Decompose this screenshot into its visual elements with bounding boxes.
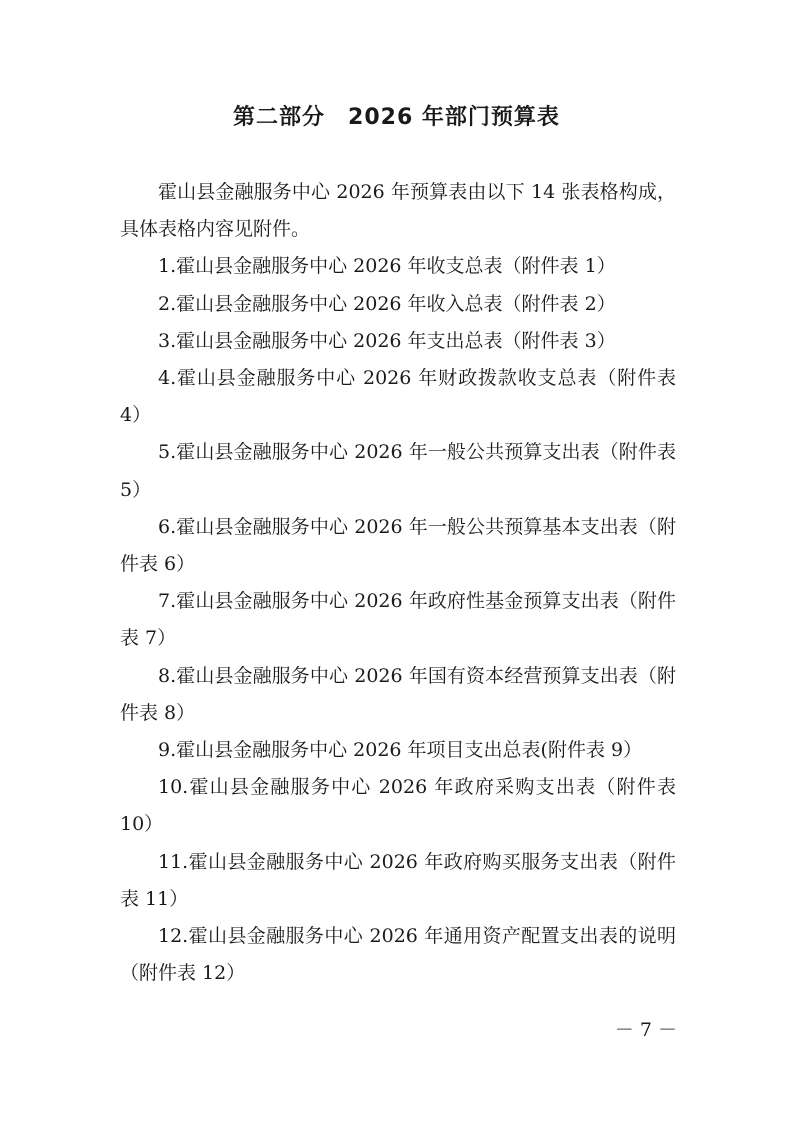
list-item-9: 9.霍山县金融服务中心 2026 年项目支出总表(附件表 9）	[158, 739, 643, 762]
document-body	[120, 174, 676, 992]
list-item-6: 6.霍山县金融服务中心 2026 年一般公共预算基本支出表（附件表 6）	[120, 515, 676, 576]
list-item-11: 11.霍山县金融服务中心 2026 年政府购买服务支出表（附件表 11）	[120, 850, 676, 910]
list-item-2: 2.霍山县金融服务中心 2026 年收入总表（附件表 2）	[158, 292, 616, 315]
intro-paragraph: 霍山县金融服务中心 2026 年预算表由以下 14 张表格构成，具体表格内容见附件。	[120, 181, 676, 241]
list-item-10: 10.霍山县金融服务中心 2026 年政府采购支出表（附件表 10）	[120, 776, 676, 836]
list-item-4: 4.霍山县金融服务中心 2026 年财政拨款收支总表（附件表 4）	[120, 367, 676, 427]
list-item-3: 3.霍山县金融服务中心 2026 年支出总表（附件表 3）	[158, 329, 616, 352]
list-item-12: 12.霍山县金融服务中心 2026 年通用资产配置支出表的说明（附件表 12）	[120, 925, 676, 985]
page-number: － 7 －	[614, 1019, 677, 1041]
list-item-8: 8.霍山县金融服务中心 2026 年国有资本经营预算支出表（附件表 8）	[120, 664, 676, 724]
list-item-5: 5.霍山县金融服务中心 2026 年一般公共预算支出表（附件表 5）	[120, 441, 676, 501]
section-title: 第二部分 2026 年部门预算表	[233, 105, 560, 130]
list-item-1: 1.霍山县金融服务中心 2026 年收支总表（附件表 1）	[158, 255, 616, 278]
list-item-7: 7.霍山县金融服务中心 2026 年政府性基金预算支出表（附件表 7）	[120, 590, 676, 650]
